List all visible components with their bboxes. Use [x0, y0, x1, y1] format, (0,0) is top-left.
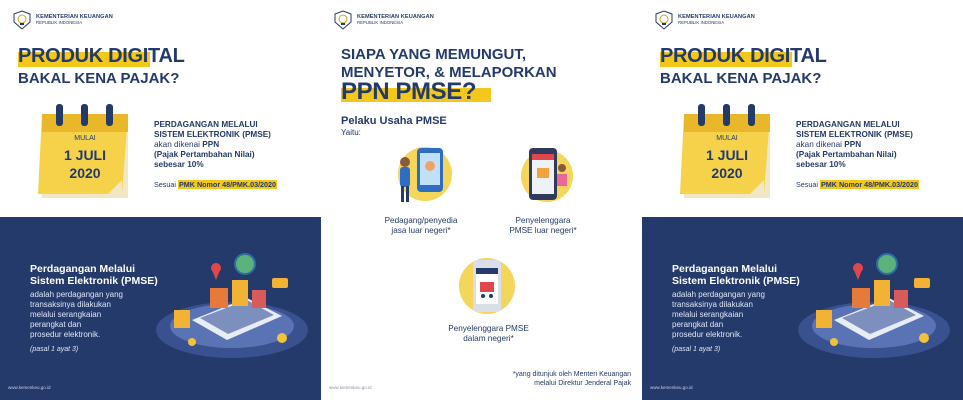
logo-line1: KEMENTERIAN KEUANGAN	[678, 13, 755, 20]
item-caption	[483, 216, 603, 236]
page-subtitle: BAKAL KENA PAJAK?	[18, 70, 180, 87]
infographic-panel-middle	[321, 0, 642, 400]
info-line2: SISTEM ELEKTRONIK (PMSE)	[154, 130, 271, 139]
logo-line2: REPUBLIK INDONESIA	[36, 19, 83, 25]
ministry-logo	[333, 10, 434, 30]
phone-cart-icon	[457, 256, 517, 316]
footnote-line1: *yang ditunjuk oleh Menteri Keuangan	[512, 371, 631, 378]
calendar-date-day: 1 JULI	[705, 147, 748, 163]
section-intro: Yaitu:	[341, 128, 361, 137]
ministry-emblem-icon	[333, 10, 353, 30]
definition-title	[672, 263, 812, 287]
page-subtitle: BAKAL KENA PAJAK?	[660, 70, 822, 87]
infographic-panel-left	[0, 0, 321, 400]
ecommerce-illustration	[152, 250, 312, 362]
item-caption	[431, 324, 546, 344]
definition-title-line2: Sistem Elektronik (PMSE)	[30, 275, 158, 287]
item1-line2: jasa luar negeri*	[391, 226, 451, 235]
calendar-date-day: 1 JULI	[63, 147, 106, 163]
item-caption	[361, 216, 481, 236]
tax-info	[796, 120, 956, 170]
law-reference	[796, 180, 919, 189]
law-highlight: PMK Nomor 48/PMK.03/2020	[178, 180, 277, 189]
definition-title	[30, 263, 170, 287]
definition-line: transaksinya dilakukan	[672, 300, 753, 309]
logo-line2: REPUBLIK INDONESIA	[678, 19, 725, 25]
item2-line1: Penyelenggara	[515, 216, 571, 225]
page-title: PRODUK DIGITAL	[18, 45, 185, 67]
definition-line: perangkat dan	[30, 320, 82, 329]
section-heading: Pelaku Usaha PMSE	[341, 115, 447, 127]
definition-line: melalui serangkaian	[30, 310, 102, 319]
title-big: PPN PMSE?	[341, 78, 477, 105]
definition-body	[672, 290, 804, 340]
info-line5: sebesar 10%	[154, 160, 204, 169]
definition-title-line2: Sistem Elektronik (PMSE)	[672, 275, 800, 287]
definition-line: adalah perdagangan yang	[30, 290, 123, 299]
page-title	[341, 46, 631, 82]
buyer-icon	[391, 140, 453, 210]
logo-line1: KEMENTERIAN KEUANGAN	[357, 13, 434, 20]
info-line3: akan dikenai	[796, 140, 842, 149]
title-line2: MENYETOR, & MELAPORKAN	[341, 64, 557, 81]
ecommerce-illustration	[794, 250, 954, 362]
info-line5: sebesar 10%	[796, 160, 846, 169]
calendar-label: MULAI	[716, 135, 738, 142]
law-highlight: PMK Nomor 48/PMK.03/2020	[820, 180, 919, 189]
info-line4: (Pajak Pertambahan Nilai)	[796, 150, 897, 159]
info-line2: SISTEM ELEKTRONIK (PMSE)	[796, 130, 913, 139]
ministry-emblem-icon	[654, 10, 674, 30]
definition-line: adalah perdagangan yang	[672, 290, 765, 299]
info-line4: (Pajak Pertambahan Nilai)	[154, 150, 255, 159]
definition-line: transaksinya dilakukan	[30, 300, 111, 309]
footer-url: www.kemenkeu.go.id	[329, 385, 372, 390]
definition-reference: (pasal 1 ayat 3)	[30, 346, 79, 353]
definition-reference: (pasal 1 ayat 3)	[672, 346, 721, 353]
item3-line2: dalam negeri*	[463, 334, 514, 343]
footer-url: www.kemenkeu.go.id	[650, 385, 693, 390]
definition-line: prosedur elektronik.	[30, 330, 101, 339]
law-prefix: Sesuai	[154, 180, 176, 189]
tax-info	[154, 120, 314, 170]
definition-line: prosedur elektronik.	[672, 330, 743, 339]
definition-line: perangkat dan	[672, 320, 724, 329]
logo-line2: REPUBLIK INDONESIA	[357, 19, 404, 25]
calendar-label: MULAI	[74, 135, 96, 142]
definition-line: melalui serangkaian	[672, 310, 744, 319]
definition-body	[30, 290, 162, 340]
info-ppn: PPN	[844, 140, 862, 149]
law-prefix: Sesuai	[796, 180, 818, 189]
footnote	[461, 370, 631, 388]
item3-line1: Penyelenggara PMSE	[448, 324, 529, 333]
info-ppn: PPN	[202, 140, 220, 149]
definition-title-line1: Perdagangan Melalui	[30, 263, 136, 275]
ministry-logo	[654, 10, 755, 30]
ministry-logo	[12, 10, 113, 30]
info-line3: akan dikenai	[154, 140, 200, 149]
calendar-date-year: 2020	[69, 165, 101, 181]
title-line1: SIAPA YANG MEMUNGUT,	[341, 46, 527, 63]
footer-url: www.kemenkeu.go.id	[8, 385, 51, 390]
law-reference	[154, 180, 277, 189]
page-title: PRODUK DIGITAL	[660, 45, 827, 67]
info-line1: PERDAGANGAN MELALUI	[796, 120, 900, 129]
info-line1: PERDAGANGAN MELALUI	[154, 120, 258, 129]
ministry-emblem-icon	[12, 10, 32, 30]
item1-line1: Pedagang/penyedia	[384, 216, 458, 225]
calendar-date-year: 2020	[711, 165, 743, 181]
phone-shop-icon	[517, 144, 577, 208]
definition-title-line1: Perdagangan Melalui	[672, 263, 778, 275]
footnote-line2: melalui Direktur Jenderal Pajak	[534, 380, 631, 387]
logo-line1: KEMENTERIAN KEUANGAN	[36, 13, 113, 20]
infographic-panel-right	[642, 0, 963, 400]
item2-line2: PMSE luar negeri*	[509, 226, 577, 235]
